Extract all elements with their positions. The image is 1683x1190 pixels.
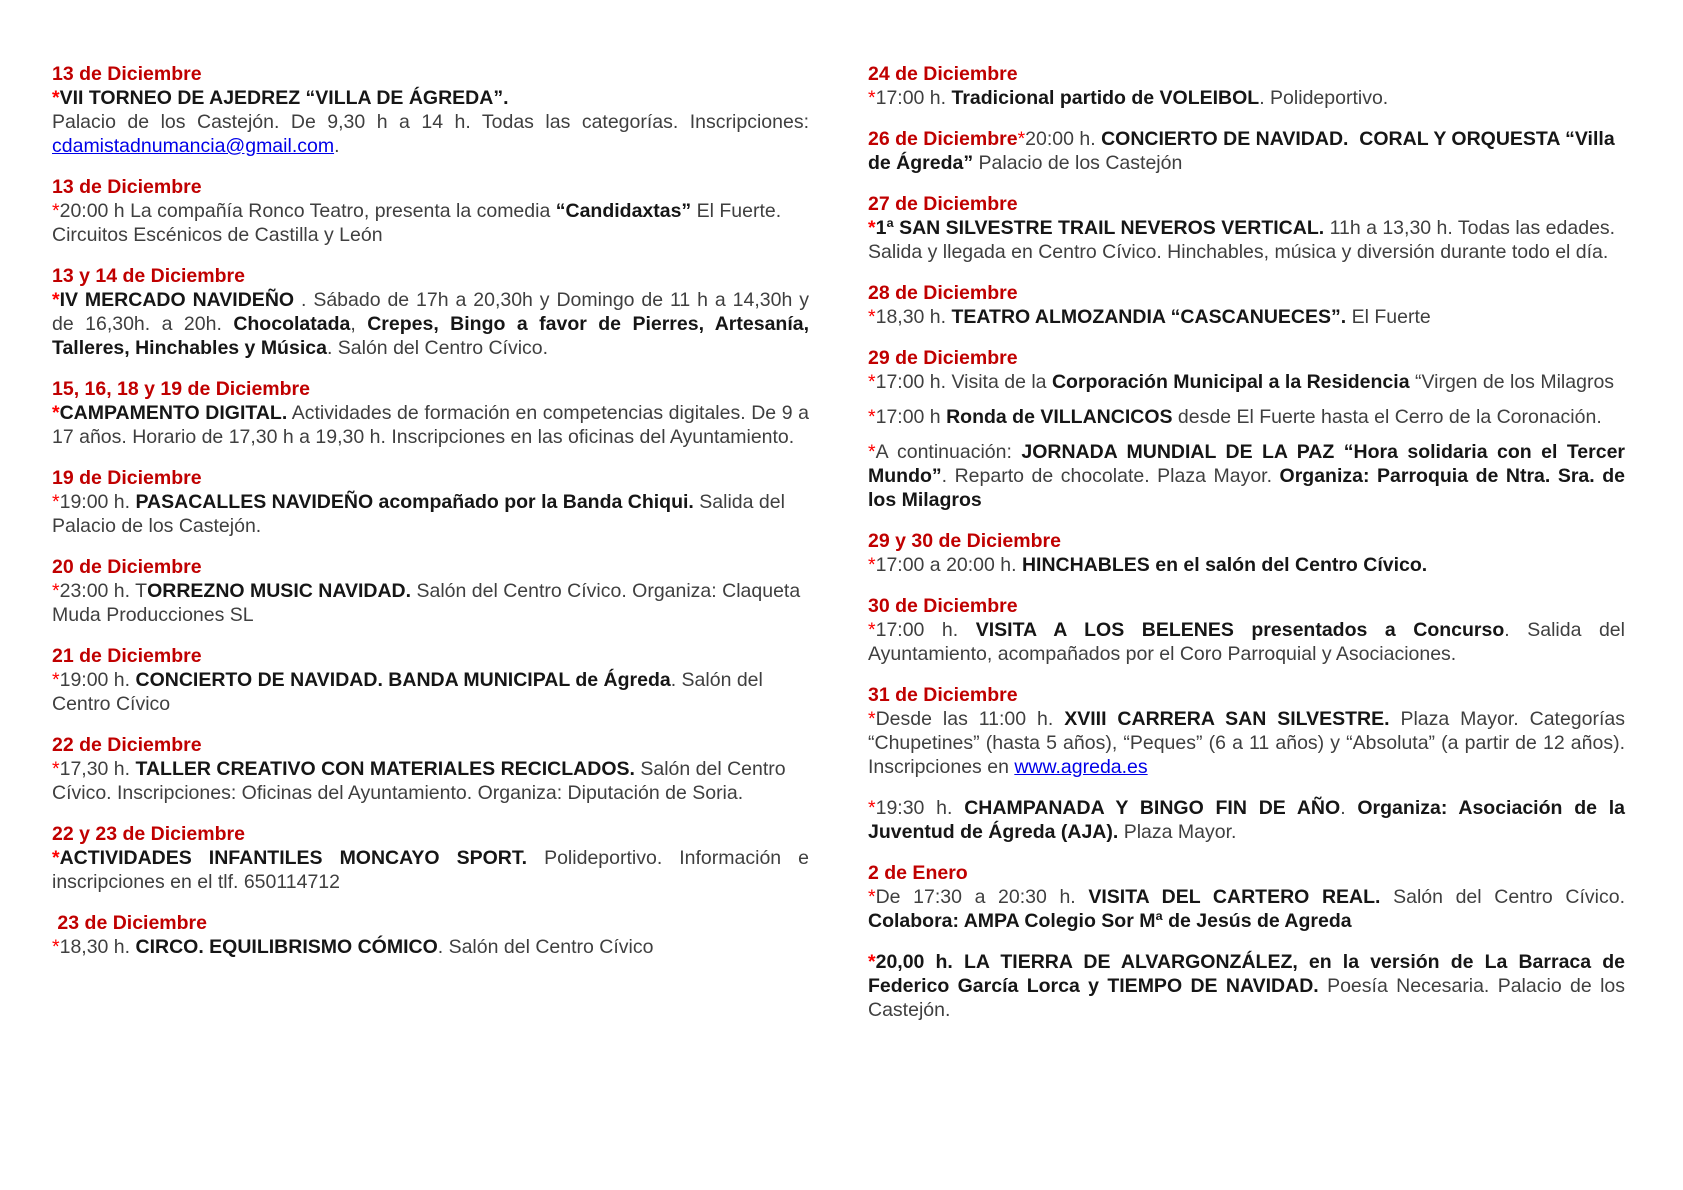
event-section	[52, 466, 809, 538]
text-run: ORREZNO MUSIC NAVIDAD.	[147, 580, 412, 602]
text-run: 19:00 h.	[59, 669, 136, 691]
right-column	[868, 62, 1625, 1022]
event-date-heading: 27 de Diciembre	[868, 193, 1018, 215]
text-run: VISITA A LOS BELENES presentados a Concurso	[975, 619, 1505, 641]
asterisk-marker: *	[52, 87, 60, 109]
text-run: Actividades de formación en competencias digitales. De 9 a 17 años. Horario de 17,30 h a 19,30 h. Inscripciones en las oficinas del Ayuntamiento.	[52, 402, 809, 448]
text-run: El Fuerte	[1346, 306, 1431, 328]
text-run: CAMPAMENTO DIGITAL.	[59, 402, 288, 424]
event-paragraph	[868, 885, 1625, 933]
text-run: JORNADA MUNDIAL DE LA PAZ “Hora solidaria con el Tercer Mundo”	[868, 441, 1626, 487]
text-run: 18,30 h.	[875, 306, 952, 328]
event-section	[868, 861, 1625, 1022]
text-run: 17:00 h.	[875, 619, 976, 641]
text-run: TALLER CREATIVO CON MATERIALES RECICLADOS.	[135, 758, 635, 780]
event-date-heading: 13 de Diciembre	[52, 176, 202, 198]
event-section	[52, 264, 809, 360]
asterisk-marker: *	[868, 87, 876, 109]
event-date-heading: 20 de Diciembre	[52, 556, 202, 578]
asterisk-marker: *	[868, 797, 876, 819]
event-paragraph	[52, 668, 809, 716]
text-run: CONCIERTO DE NAVIDAD. BANDA MUNICIPAL de Ágreda	[135, 669, 671, 691]
asterisk-marker: *	[52, 847, 60, 869]
text-run: . Salón del Centro Cívico	[52, 669, 763, 715]
asterisk-marker: *	[52, 289, 60, 311]
event-paragraph	[868, 618, 1625, 666]
event-date-heading: 30 de Diciembre	[868, 595, 1018, 617]
text-run: TEATRO ALMOZANDIA “CASCANUECES”.	[951, 306, 1347, 328]
text-run: Salida del Palacio de los Castejón.	[52, 491, 785, 537]
text-run: Salón del Centro Cívico. Inscripciones: Oficinas del Ayuntamiento. Organiza: Diputación de Soria.	[52, 758, 786, 804]
text-run: . Salón del Centro Cívico.	[326, 337, 549, 359]
text-run: .	[334, 135, 340, 157]
text-run: Salón del Centro Cívico.	[1380, 886, 1625, 908]
event-date-heading: 24 de Diciembre	[868, 63, 1018, 85]
event-paragraph	[868, 950, 1625, 1022]
text-run: HINCHABLES en el salón del Centro Cívico.	[1021, 554, 1428, 576]
text-run: . Salida del Ayuntamiento, acompañados por el Coro Parroquial y Asociaciones.	[868, 619, 1625, 665]
event-section	[52, 377, 809, 449]
text-run: 19:00 h.	[59, 491, 136, 513]
text-run: Crepes, Bingo a favor de Pierres, Artesanía, Talleres, Hinchables y Música	[52, 313, 810, 359]
event-paragraph	[52, 199, 809, 247]
event-paragraph	[868, 305, 1625, 329]
event-date-heading: 28 de Diciembre	[868, 282, 1018, 304]
asterisk-marker: *	[52, 669, 60, 691]
text-run: CHAMPANADA Y BINGO FIN DE AÑO	[964, 797, 1341, 819]
text-run: . Polideportivo.	[1259, 87, 1389, 109]
asterisk-marker: *	[868, 951, 876, 973]
asterisk-marker: *	[52, 580, 60, 602]
event-section	[52, 911, 809, 959]
event-date-heading: 2 de Enero	[868, 862, 968, 884]
event-date-heading: 29 de Diciembre	[868, 347, 1018, 369]
event-date-heading: 15, 16, 18 y 19 de Diciembre	[52, 378, 310, 400]
event-section	[52, 733, 809, 805]
event-date-heading: 13 y 14 de Diciembre	[52, 265, 245, 287]
text-run: CONCIERTO DE NAVIDAD. CORAL Y ORQUESTA “Villa de Ágreda”	[868, 128, 1615, 174]
inline-date: 26 de Diciembre	[868, 128, 1018, 150]
event-section	[868, 62, 1625, 110]
text-run: 18,30 h.	[59, 936, 136, 958]
event-section	[868, 192, 1625, 264]
text-run: IV MERCADO NAVIDEÑO	[59, 289, 301, 311]
text-run: Tradicional partido de VOLEIBOL	[951, 87, 1260, 109]
event-section	[868, 683, 1625, 844]
text-run: Organiza: Asociación de la Juventud de Ágreda (AJA).	[868, 797, 1625, 843]
text-run: Palacio de los Castejón	[973, 152, 1183, 174]
text-run: 17:00 h.	[875, 87, 952, 109]
left-column	[52, 62, 809, 1022]
event-date-heading: 31 de Diciembre	[868, 684, 1018, 706]
text-run: 17,30 h.	[59, 758, 136, 780]
event-date-heading: 22 y 23 de Diciembre	[52, 823, 245, 845]
text-run: 1ª SAN SILVESTRE TRAIL NEVEROS VERTICAL.	[875, 217, 1325, 239]
asterisk-marker: *	[868, 217, 876, 239]
text-run: Plaza Mayor.	[1118, 821, 1237, 843]
event-paragraph	[868, 127, 1625, 175]
asterisk-marker: *	[52, 200, 60, 222]
text-run: CIRCO. EQUILIBRISMO CÓMICO	[135, 936, 438, 958]
text-run: 17:00 h. Visita de la	[875, 371, 1052, 393]
text-run: .	[1340, 797, 1358, 819]
asterisk-marker: *	[868, 554, 876, 576]
text-run: Chocolatada	[233, 313, 351, 335]
event-date-heading: 22 de Diciembre	[52, 734, 202, 756]
text-run: . Reparto de chocolate. Plaza Mayor.	[941, 465, 1280, 487]
asterisk-marker: *	[52, 936, 60, 958]
asterisk-marker: *	[52, 491, 60, 513]
text-run: Desde las 11:00 h.	[875, 708, 1065, 730]
event-section	[52, 62, 809, 158]
text-run: Palacio de los Castejón. De 9,30 h a 14 h. Todas las categorías. Inscripciones:	[52, 111, 809, 133]
text-run: Plaza Mayor. Categorías “Chupetines” (hasta 5 años), “Peques” (6 a 11 años) y “Absoluta” (a partir de 12 años). Inscripciones en	[868, 708, 1626, 778]
event-section	[868, 346, 1625, 512]
event-section	[868, 127, 1625, 175]
event-paragraph	[52, 86, 809, 110]
event-paragraph	[868, 216, 1625, 264]
text-run: Poesía Necesaria. Palacio de los Castejón.	[868, 975, 1625, 1021]
event-paragraph	[52, 579, 809, 627]
text-run: VII TORNEO DE AJEDREZ “VILLA DE ÁGREDA”.	[59, 87, 509, 109]
event-paragraph	[868, 370, 1625, 394]
asterisk-marker: *	[868, 619, 876, 641]
text-run: “Virgen de los Milagros	[1414, 371, 1615, 393]
asterisk-marker: *	[868, 371, 876, 393]
event-date-heading: 13 de Diciembre	[52, 63, 202, 85]
text-run: Corporación Municipal a la Residencia	[1051, 371, 1415, 393]
text-run: Organiza: Parroquia de Ntra. Sra. de los Milagros	[868, 465, 1625, 511]
text-run: 20,00 h. LA TIERRA DE ALVARGONZÁLEZ, en la versión de La Barraca de Federico García Lorca y TIEMPO DE NAVIDAD.	[868, 951, 1625, 997]
text-run: 20:00 h.	[1025, 128, 1102, 150]
text-run: Ronda de VILLANCICOS	[946, 406, 1178, 428]
text-run: De 17:30 a 20:30 h.	[875, 886, 1089, 908]
text-run: Salón del Centro Cívico. Organiza: Claqueta Muda Producciones SL	[52, 580, 801, 626]
text-run: “Candidaxtas”	[555, 200, 692, 222]
asterisk-marker: *	[52, 402, 60, 424]
event-paragraph	[52, 288, 809, 360]
hyperlink[interactable]: cdamistadnumancia@gmail.com	[52, 135, 335, 157]
event-paragraph	[52, 401, 809, 449]
event-paragraph	[868, 86, 1625, 110]
text-run: PASACALLES NAVIDEÑO acompañado por la Banda Chiqui.	[135, 491, 694, 513]
event-date-heading: 23 de Diciembre	[52, 912, 207, 934]
asterisk-marker: *	[868, 441, 876, 463]
text-run: Colabora: AMPA Colegio Sor Mª de Jesús de Agreda	[868, 910, 1352, 932]
event-paragraph	[52, 490, 809, 538]
hyperlink[interactable]: www.agreda.es	[1014, 756, 1148, 778]
asterisk-marker: *	[868, 886, 876, 908]
event-section	[52, 822, 809, 894]
text-run: XVIII CARRERA SAN SILVESTRE.	[1064, 708, 1390, 730]
asterisk-marker: *	[868, 306, 876, 328]
event-date-heading: 21 de Diciembre	[52, 645, 202, 667]
event-section	[868, 529, 1625, 577]
text-run: 23:00 h. T	[59, 580, 148, 602]
asterisk-marker: *	[868, 406, 876, 428]
text-run: ,	[350, 313, 368, 335]
event-date-heading: 29 y 30 de Diciembre	[868, 530, 1061, 552]
text-run: El Fuerte. Circuitos Escénicos de Castilla y León	[52, 200, 782, 246]
event-section	[52, 644, 809, 716]
event-section	[868, 594, 1625, 666]
event-paragraph	[868, 440, 1625, 512]
text-run: VISITA DEL CARTERO REAL.	[1088, 886, 1381, 908]
event-paragraph	[868, 553, 1625, 577]
text-run: 19:30 h.	[875, 797, 965, 819]
event-date-heading: 19 de Diciembre	[52, 467, 202, 489]
text-run: . Salón del Centro Cívico	[437, 936, 654, 958]
event-paragraph	[52, 935, 809, 959]
text-run: 20:00 h La compañía Ronco Teatro, presenta la comedia	[59, 200, 556, 222]
asterisk-marker: *	[52, 758, 60, 780]
text-run: ACTIVIDADES INFANTILES MONCAYO SPORT.	[59, 847, 528, 869]
text-run: . Sábado de 17h a 20,30h y Domingo de 11 h a 14,30h y de 16,30h. a 20h.	[52, 289, 809, 335]
asterisk-marker: *	[868, 708, 876, 730]
event-paragraph	[52, 110, 809, 158]
event-paragraph	[52, 846, 809, 894]
text-run: desde El Fuerte hasta el Cerro de la Coronación.	[1177, 406, 1602, 428]
event-paragraph	[868, 796, 1625, 844]
event-section	[52, 555, 809, 627]
event-paragraph	[868, 707, 1625, 779]
text-run: 17:00 a 20:00 h.	[875, 554, 1022, 576]
event-paragraph	[52, 757, 809, 805]
text-run: A continuación:	[875, 441, 1022, 463]
event-section	[52, 175, 809, 247]
event-paragraph	[868, 405, 1625, 429]
text-run: Polideportivo. Información e inscripciones en el tlf. 650114712	[52, 847, 809, 893]
asterisk-marker: *	[1017, 128, 1026, 150]
event-section	[868, 281, 1625, 329]
text-run: 11h a 13,30 h. Todas las edades. Salida y llegada en Centro Cívico. Hinchables, música y diversión durante todo el día.	[868, 217, 1616, 263]
text-run: 17:00 h	[875, 406, 947, 428]
